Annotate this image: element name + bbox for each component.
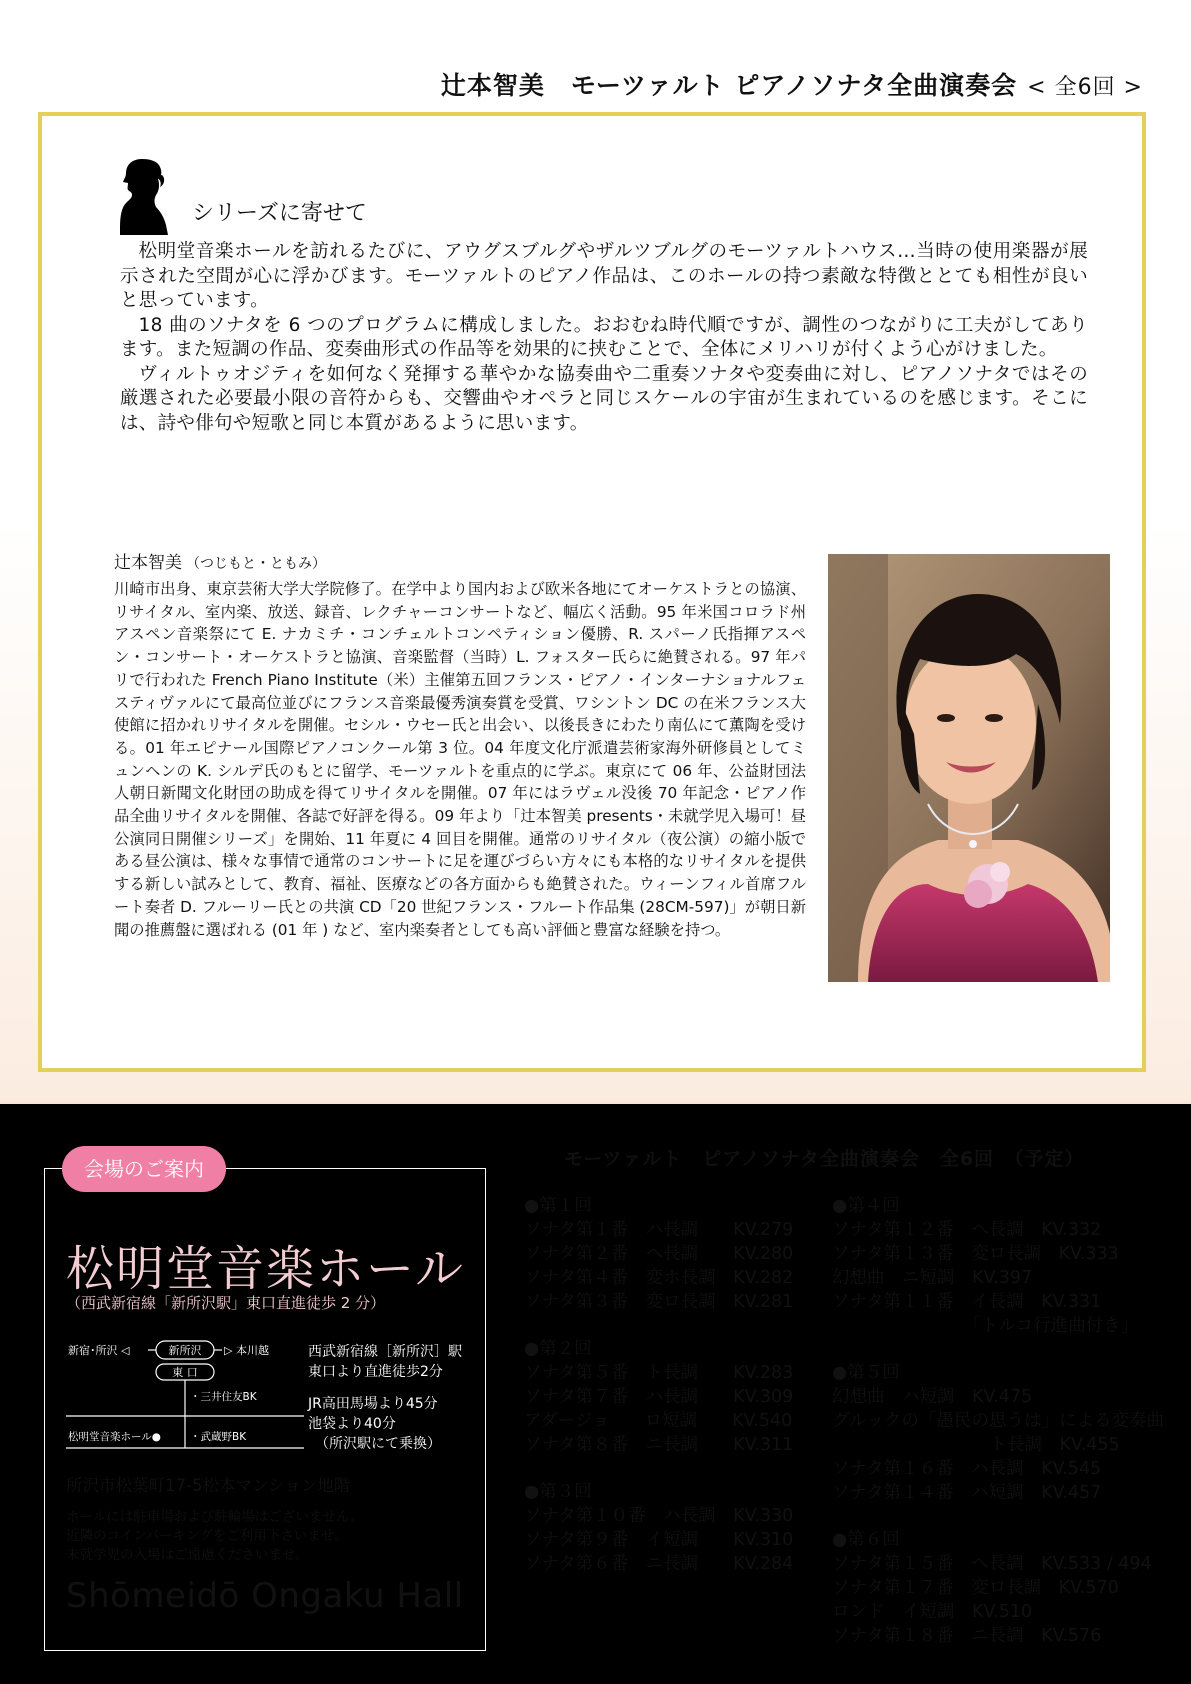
concert-4 bbox=[832, 1194, 1164, 1338]
concert-series-title: 辻本智美 モーツァルト ピアノソナタ全曲演奏会 bbox=[440, 71, 1018, 100]
program-left-column bbox=[524, 1194, 793, 1599]
concert-2 bbox=[524, 1337, 793, 1457]
piece: ソナタ第１３番 変ロ長調 KV.333 bbox=[832, 1244, 1119, 1264]
artist-biography: 川崎市出身、東京芸術大学大学院修了。在学中より国内および欧米各地にてオーケストラとの協演、リサイタル、室内楽、放送、録音、レクチャーコンサートなど、幅広く活動。95 年米国コロラド州アスペン音楽祭にて E. ナカミチ・コンチェルトコンペティション優勝、R. スパーノ氏指揮アスペン・コンサート・オーケストラと協演、音楽監督（当時）L. フォスター氏らに絶賛される。97 年パリで行われた French Piano Institute（米）主催第五回フランス・ピアノ・インターナショナルフェスティヴァルにて最高位並びにフランス音楽最優秀演奏賞を受賞、ワシントン DC の在米フランス大使館に招かれリサイタルを開催。セシル・ウセー氏と出会い、以後長きにわたり南仏にて薫陶を受ける。01 年エピナール国際ピアノコンクール第 3 位。04 年度文化庁派遣芸術家海外研修員としてミュンヘンの K. シルデ氏のもとに留学、モーツァルトを重点的に学ぶ。東京にて 06 年、公益財団法人朝日新聞文化財団の助成を得てリサイタルを開催。07 年にはラヴェル没後 70 年記念・ピアノ作品全曲リサイタルを開催、各誌で好評を得る。09 年より「辻本智美 presents・未就学児入場可！昼公演同日開催シリーズ」を開始、11 年夏に 4 回目を開催。通常のリサイタル（夜公演）の縮小版である昼公演は、様々な事情で通常のコンサートに足を運びづらい方々にも本格的なリサイタルを提供する新しい試みとして、教育、福祉、医療などの各方面からも絶賛された。ウィーンフィル首席フルート奏者 D. フルーリー氏との共演 CD「20 世紀フランス・フルート作品集 (28CM-597)」が朝日新聞の推薦盤に選ばれる (01 年 ) など、室内楽奏者としても高い評価と豊富な経験を持つ。 bbox=[114, 580, 806, 939]
map-right-direction: ▷ 本川越 bbox=[224, 1344, 269, 1357]
venue-tab: 会場のご案内 bbox=[62, 1146, 226, 1192]
piece: ソナタ第１２番 ヘ長調 KV.332 bbox=[832, 1220, 1102, 1240]
piece: ソナタ第１５番 ヘ長調 KV.533 / 494 bbox=[832, 1554, 1152, 1574]
series-heading: シリーズに寄せて bbox=[192, 201, 367, 226]
concert-6 bbox=[832, 1528, 1164, 1648]
venue-notes bbox=[66, 1508, 364, 1565]
concert-label: ●第６回 bbox=[832, 1530, 900, 1550]
piece: ソナタ第４番 変ホ長調 KV.282 bbox=[524, 1268, 794, 1288]
access-line: 西武新宿線［新所沢］駅 bbox=[308, 1344, 462, 1360]
concert-label: ●第１回 bbox=[524, 1196, 592, 1216]
piece: ソナタ第１番 ハ長調 KV.279 bbox=[524, 1220, 794, 1240]
piece: ソナタ第１６番 ハ長調 KV.545 bbox=[832, 1459, 1102, 1479]
page-header bbox=[441, 66, 1143, 102]
piece: グルックの「愚民の思うは」による変奏曲 bbox=[832, 1411, 1164, 1431]
hall-access: （西武新宿線「新所沢駅」東口直進徒歩 2 分） bbox=[66, 1294, 386, 1312]
piece: ソナタ第６番 ニ長調 KV.284 bbox=[524, 1554, 794, 1574]
artist-name-text: 辻本智美 bbox=[114, 553, 182, 573]
venue-address: 所沢市松葉町17-5松本マンション地階 bbox=[66, 1476, 351, 1495]
piece: ソナタ第３番 変ロ長調 KV.281 bbox=[524, 1292, 794, 1312]
concert-label: ●第３回 bbox=[524, 1482, 592, 1502]
piece: ロンド イ短調 KV.510 bbox=[832, 1602, 1033, 1622]
piece: ソナタ第７番 ハ長調 KV.309 bbox=[524, 1387, 794, 1407]
concert-3 bbox=[524, 1480, 793, 1576]
artist-photo bbox=[828, 554, 1110, 982]
message-paragraph: 松明堂音楽ホールを訪れるたびに、アウグスブルグやザルツブルグのモーツァルトハウス…当時の使用楽器が展示された空間が心に浮かびます。モーツァルトのピアノ作品は、このホールの持つ素敵な特徴ととても相性が良いと思っています。 bbox=[120, 241, 1088, 311]
access-line: 東口より直進徒歩2分 bbox=[308, 1364, 443, 1380]
piece: アダージョ ロ短調 KV.540 bbox=[524, 1411, 793, 1431]
access-line: JR高田馬場より45分 bbox=[308, 1396, 438, 1412]
piece: ソナタ第８番 ニ長調 KV.311 bbox=[524, 1435, 794, 1455]
piece: ト長調 KV.455 bbox=[832, 1435, 1120, 1455]
concert-label: ●第５回 bbox=[832, 1363, 900, 1383]
message-paragraph: ヴィルトゥオジティを如何なく発揮する華やかな協奏曲や二重奏ソナタや変奏曲に対し、ピアノソナタではその厳選された必要最小限の音符からも、交響曲やオペラと同じスケールの宇宙が生まれているのを感じます。そこには、詩や俳句や短歌と同じ本質があるように思います。 bbox=[120, 363, 1088, 434]
concert-1 bbox=[524, 1194, 793, 1314]
access-line: 池袋より40分 bbox=[308, 1416, 396, 1432]
piece: ソナタ第９番 イ短調 KV.310 bbox=[524, 1530, 794, 1550]
piece: ソナタ第１１番 イ長調 KV.331 bbox=[832, 1292, 1102, 1312]
map-hall-marker: 松明堂音楽ホール● bbox=[68, 1431, 161, 1443]
access-directions bbox=[308, 1342, 488, 1454]
map-left-direction: 新宿･所沢 ◁ bbox=[68, 1344, 130, 1357]
series-count: < 全6回 > bbox=[1027, 75, 1143, 100]
map-bank2: ・武蔵野BK bbox=[190, 1431, 247, 1443]
artist-name bbox=[114, 548, 326, 573]
piece: 幻想曲 ニ短調 KV.397 bbox=[832, 1268, 1033, 1288]
piece: ソナタ第１０番 ハ長調 KV.330 bbox=[524, 1506, 794, 1526]
hall-name-english: Shōmeidō Ongaku Hall bbox=[66, 1576, 464, 1616]
map-station: 新所沢 bbox=[168, 1344, 202, 1357]
artist-reading: （つじもと・ともみ） bbox=[186, 556, 326, 572]
hall-name: 松明堂音楽ホール bbox=[66, 1241, 466, 1297]
access-line: （所沢駅にて乗換） bbox=[308, 1436, 441, 1452]
piece: ソナタ第５番 ト長調 KV.283 bbox=[524, 1363, 794, 1383]
note-line: 未就学児の入場はご遠慮くださいませ。 bbox=[66, 1547, 309, 1563]
concert-5 bbox=[832, 1361, 1164, 1505]
piece: ソナタ第１７番 変ロ長調 KV.570 bbox=[832, 1578, 1119, 1598]
piece: 幻想曲 ハ短調 KV.475 bbox=[832, 1387, 1033, 1407]
concert-label: ●第４回 bbox=[832, 1196, 900, 1216]
piece: ソナタ第１８番 ニ長調 KV.576 bbox=[832, 1626, 1102, 1646]
message-paragraph: 18 曲のソナタを 6 つのプログラムに構成しました。おおむね時代順ですが、調性のつながりに工夫がしてあります。また短調の作品、変奏曲形式の作品等を効果的に挟むことで、全体にメリハリが付くよう心がけました。 bbox=[120, 314, 1088, 360]
series-message bbox=[120, 240, 1088, 436]
note-line: ホールには駐車場および駐輪場はございません。 bbox=[66, 1509, 364, 1525]
program-title: モーツァルト ピアノソナタ全曲演奏会 全6回 （予定） bbox=[564, 1148, 1085, 1170]
piece: ソナタ第１４番 ハ短調 KV.457 bbox=[832, 1483, 1102, 1503]
concert-label: ●第２回 bbox=[524, 1339, 592, 1359]
program-right-column bbox=[832, 1194, 1164, 1671]
note-line: 近隣のコインパーキングをご利用下さいませ。 bbox=[66, 1528, 348, 1544]
mozart-silhouette-icon bbox=[120, 157, 168, 235]
map-bank1: ・三井住友BK bbox=[190, 1391, 257, 1403]
piece: 「トルコ行進曲付き」 bbox=[832, 1316, 1139, 1336]
map-exit: 東 口 bbox=[172, 1366, 198, 1379]
piece: ソナタ第２番 ヘ長調 KV.280 bbox=[524, 1244, 794, 1264]
